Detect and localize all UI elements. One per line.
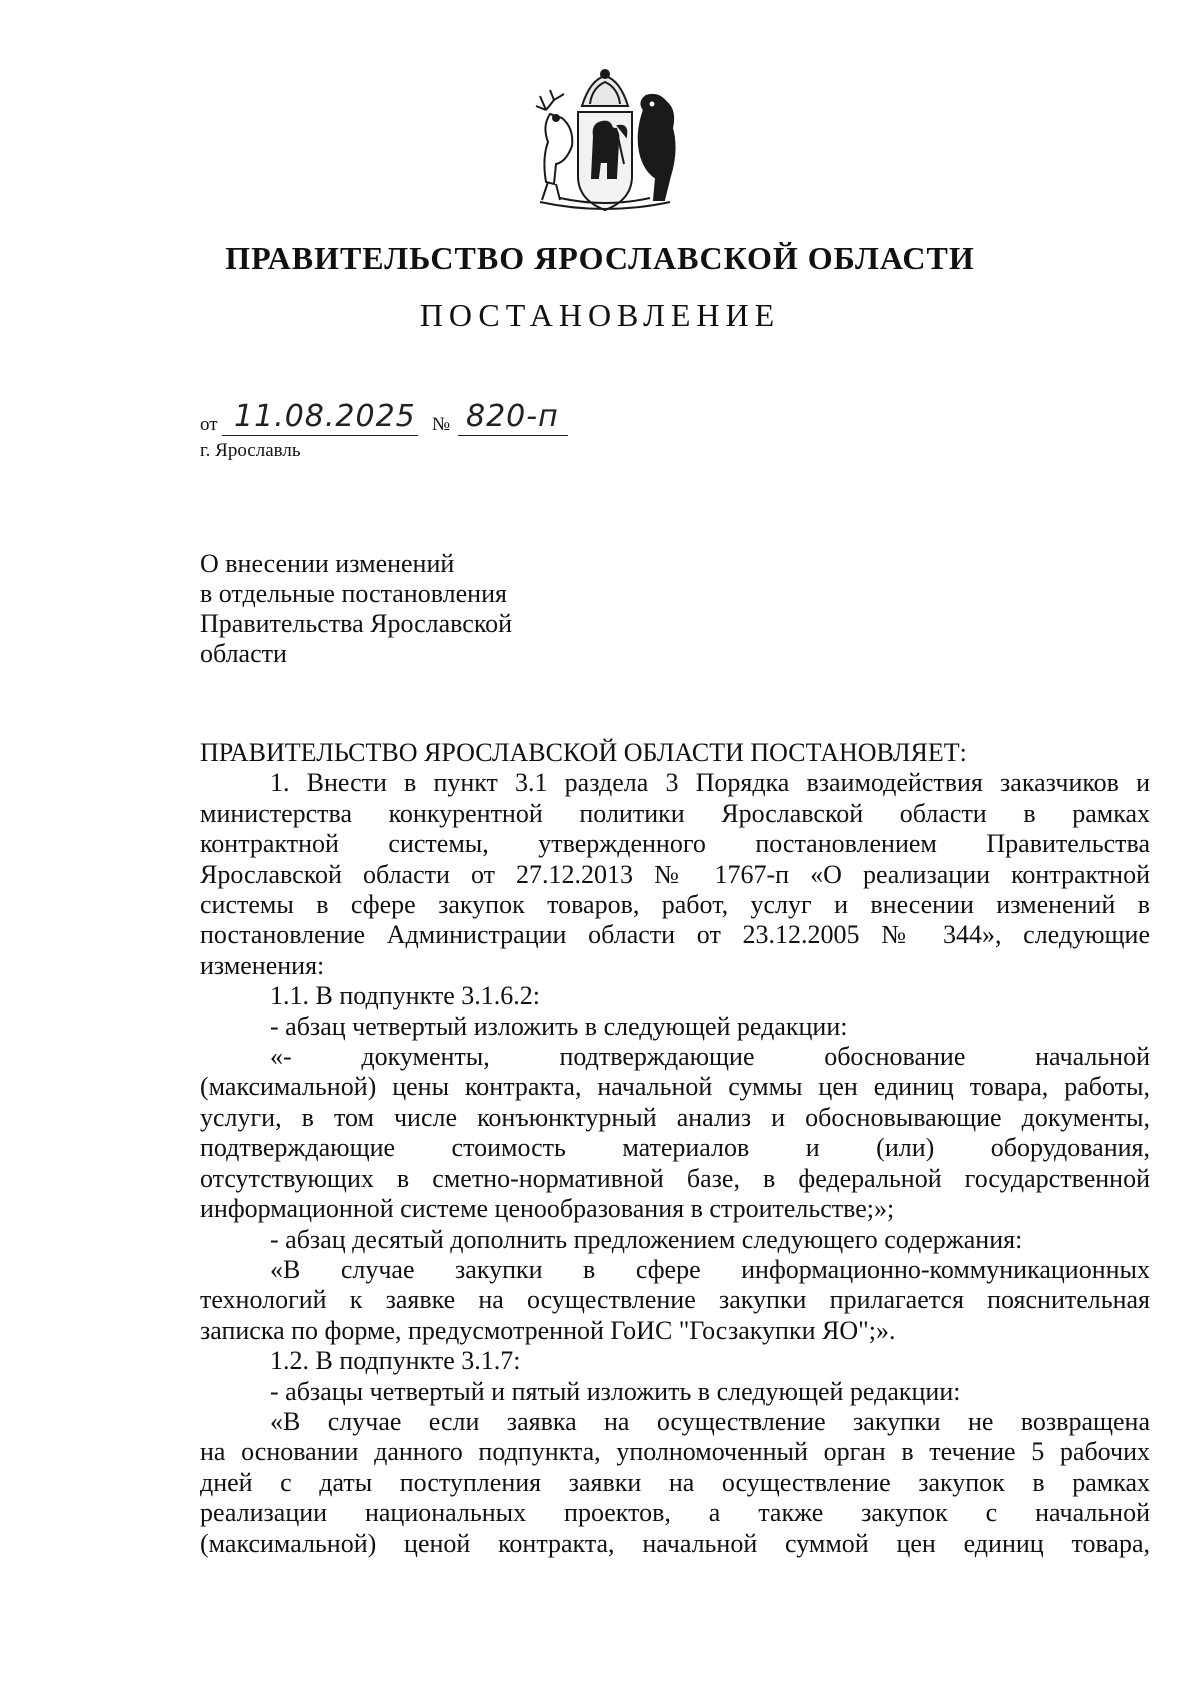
subject-line: в отдельные постановления [200,579,507,608]
body-line: дней с даты поступления заявки на осуществление закупок в рамках [200,1467,1150,1497]
body-line: системы в сфере закупок товаров, работ, услуг и внесении изменений в [200,890,1150,920]
body-line: (максимальной) ценой контракта, начальной суммой цен единиц товара, [200,1528,1150,1558]
subject-line: области [200,639,287,668]
body-line: - абзац десятый дополнить предложением следующего содержания: [270,1224,1023,1254]
body-line: - абзац четвертый изложить в следующей редакции: [270,1011,848,1041]
date-underline [222,435,418,436]
organization-title: ПРАВИТЕЛЬСТВО ЯРОСЛАВСКОЙ ОБЛАСТИ [225,240,975,276]
body-line: технологий к заявке на осуществление закупки прилагается пояснительная [200,1285,1150,1315]
body-line: постановление Администрации области от 23.12.2005 № 344», следующие [200,920,1150,950]
document-subject [200,549,512,669]
body-line: 1.1. В подпункте 3.1.6.2: [270,981,540,1011]
body-line: (максимальной) цены контракта, начальной суммы цен единиц товара, работы, [200,1072,1150,1102]
date-prefix-label: от [200,414,218,435]
city-label: г. Ярославль [200,440,301,461]
body-line: Ярославской области от 27.12.2013 № 1767-п «О реализации контрактной [200,859,1150,889]
handwritten-number: 820-п [466,399,559,434]
subject-line: О внесении изменений [200,549,455,578]
body-line: информационной системе ценообразования в строительстве;»; [200,1194,895,1224]
body-line: «- документы, подтверждающие обоснование начальной [270,1042,1150,1072]
date-number-line [200,396,800,436]
number-underline [458,435,568,436]
body-line: «В случае закупки в сфере информационно-коммуникационных [270,1254,1150,1284]
body-line: услуги, в том числе конъюнктурный анализ и обосновывающие документы, [200,1102,1150,1132]
subject-line: Правительства Ярославской [200,609,513,638]
document-body [200,738,1150,1559]
body-line: записка по форме, предусмотренной ГоИС "Госзакупки ЯО";». [200,1315,896,1345]
coat-of-arms-emblem [520,66,690,216]
document-type-heading: ПОСТАНОВЛЕНИЕ [419,297,781,333]
body-line: министерства конкурентной политики Ярославской области в рамках [200,798,1150,828]
handwritten-date: 11.08.2025 [234,399,416,434]
resolution-heading: ПРАВИТЕЛЬСТВО ЯРОСЛАВСКОЙ ОБЛАСТИ ПОСТАНОВЛЯЕТ: [200,738,967,767]
body-line: контрактной системы, утвержденного постановлением Правительства [200,829,1150,859]
body-line: 1.2. В подпункте 3.1.7: [270,1346,521,1376]
body-line: 1. Внести в пункт 3.1 раздела 3 Порядка взаимодействия заказчиков и [270,768,1150,798]
body-line: на основании данного подпункта, уполномоченный орган в течение 5 рабочих [200,1437,1150,1467]
body-line: - абзацы четвертый и пятый изложить в следующей редакции: [270,1376,961,1406]
body-line: реализации национальных проектов, а также закупок с начальной [200,1498,1150,1528]
body-line: изменения: [200,950,325,980]
body-line: отсутствующих в сметно-нормативной базе, в федеральной государственной [200,1163,1150,1193]
number-prefix-label: № [432,414,451,435]
body-line: подтверждающие стоимость материалов и (или) оборудования, [200,1133,1150,1163]
body-line: «В случае если заявка на осуществление закупки не возвращена [270,1406,1150,1436]
